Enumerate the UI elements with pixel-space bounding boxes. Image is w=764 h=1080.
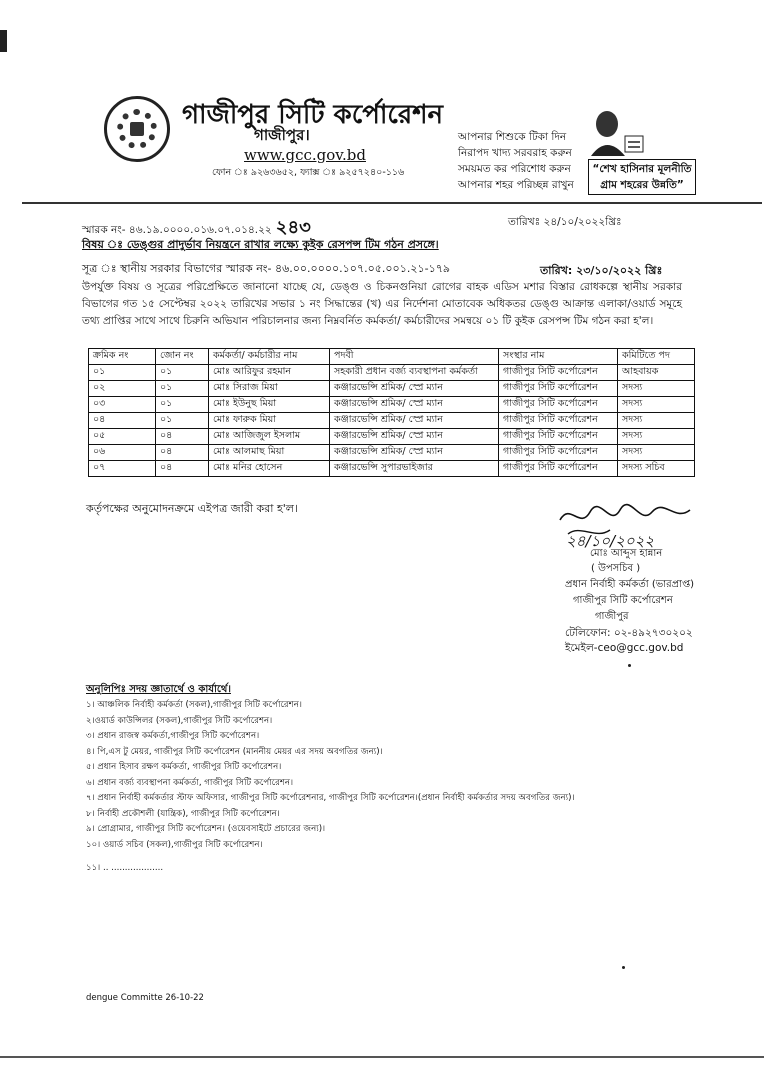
page-bottom-edge xyxy=(0,1056,764,1058)
members-table xyxy=(88,348,695,477)
motto-line: “শেখ হাসিনার মূলনীতি xyxy=(592,163,692,175)
scan-edge-mark xyxy=(0,30,7,52)
table-cell: ০২ xyxy=(89,381,156,397)
table-cell: কঞ্জারভেন্সি শ্রমিক/ স্প্রে ম্যান xyxy=(330,381,499,397)
signatory-email: ইমেইল-ceo@gcc.gov.bd xyxy=(565,642,684,654)
slogan-line: সময়মত কর পরিশোধ করুন xyxy=(458,163,571,175)
table-cell: গাজীপুর সিটি কর্পোরেশন xyxy=(499,413,618,429)
cc-item: ২।ওয়ার্ড কাউন্সিলর (সকল),গাজীপুর সিটি কর্পোরেশন। xyxy=(86,715,273,726)
cc-item: ১০। ওয়ার্ড সচিব (সকল),গাজীপুর সিটি কর্পোরেশন। xyxy=(86,839,263,850)
portrait-image xyxy=(585,106,645,156)
table-cell: ০১ xyxy=(156,381,209,397)
table-cell: ০৩ xyxy=(89,397,156,413)
cc-item: ৪। পি,এস টু মেয়র, গাজীপুর সিটি কর্পোরেশন (মাননীয় মেয়র এর সদয় অবগতির জন্য)। xyxy=(86,746,383,757)
column-header: ক্রমিক নং xyxy=(89,349,156,365)
motto-line: গ্রাম শহরের উন্নতি” xyxy=(600,179,684,191)
table-cell: ০৪ xyxy=(156,461,209,477)
table-row xyxy=(89,365,695,381)
org-title: গাজীপুর সিটি কর্পোরেশন xyxy=(182,100,444,130)
memo-date: তারিখঃ ২৪/১০/২০২২খ্রিঃ xyxy=(508,216,622,228)
table-cell: গাজীপুর সিটি কর্পোরেশন xyxy=(499,445,618,461)
signature-date-handwritten: ২৪/১০/২০২২ xyxy=(566,532,655,550)
cc-item: ৮। নির্বাহী প্রকৌশলী (যান্ত্রিক), গাজীপুর সিটি কর্পোরেশন। xyxy=(86,808,280,819)
table-cell: কঞ্জারভেন্সি শ্রমিক/ স্প্রে ম্যান xyxy=(330,397,499,413)
logo-emblem-icon xyxy=(130,122,144,136)
motto-box xyxy=(588,159,696,195)
cc-item: ৯। প্রোগ্রামার, গাজীপুর সিটি কর্পোরেশন। (ওয়েবসাইটে প্রচারের জন্য)। xyxy=(86,824,326,834)
table-cell: মোঃ আলমাছ মিয়া xyxy=(209,445,330,461)
table-cell: মোঃ আজিজুল ইসলাম xyxy=(209,429,330,445)
table-cell: মোঃ আরিফুর রহমান xyxy=(209,365,330,381)
table-cell: সহকারী প্রধান বর্জ্য ব্যবস্থাপনা কর্মকর্তা xyxy=(330,365,499,381)
cc-list xyxy=(86,698,575,877)
column-header: কমিটিতে পদ xyxy=(618,349,695,365)
signatory-details xyxy=(565,561,694,625)
document-footer: dengue Committe 26-10-22 xyxy=(86,993,204,1003)
signatory-org: গাজীপুর সিটি কর্পোরেশন xyxy=(573,595,673,606)
table-row xyxy=(89,429,695,445)
table-cell: ০৬ xyxy=(89,445,156,461)
city-corporation-logo xyxy=(104,96,170,162)
phone-fax: ফোন ঃ ৯২৬৩৬৫২, ফ্যাক্স ঃ ৯২৫৭২৪০-১১৬ xyxy=(212,167,405,178)
cc-item: ৫। প্রধান হিসাব রক্ষণ কর্মকর্তা, গাজীপুর সিটি কর্পোরেশন। xyxy=(86,762,282,772)
table-cell: গাজীপুর সিটি কর্পোরেশন xyxy=(499,381,618,397)
org-subtitle: গাজীপুর। xyxy=(254,126,310,144)
table-cell: ০৪ xyxy=(89,413,156,429)
signatory-city: গাজীপুর xyxy=(595,611,629,622)
website-link[interactable]: www.gcc.gov.bd xyxy=(244,146,366,164)
table-cell: কঞ্জারভেন্সি শ্রমিক/ স্প্রে ম্যান xyxy=(330,445,499,461)
memo-subject: বিষয় ঃ ডেঙ্গুর প্রাদুর্ভাব নিয়ন্ত্রনে রাখার লক্ষ্যে কুইক রেসপন্স টিম গঠন প্রসঙ্গে। xyxy=(82,238,439,251)
table-cell: গাজীপুর সিটি কর্পোরেশন xyxy=(499,365,618,381)
cc-item: ৬। প্রধান বর্জ্য ব্যবস্থাপনা কর্মকর্তা, গাজীপুর সিটি কর্পোরেশন। xyxy=(86,777,294,788)
table-cell: ০১ xyxy=(156,365,209,381)
table-cell: ০৪ xyxy=(156,445,209,461)
memo-number-handwritten: ২৪৩ xyxy=(275,217,311,238)
reference-date: তারিখ: ২৩/১০/২০২২ খ্রিঃ xyxy=(540,264,663,277)
signatory-phone: টেলিফোন: ০২-৪৯২৭৩০২০২ xyxy=(565,627,693,639)
memo-number-text: স্মারক নং- ৪৬.১৯.০০০০.০১৬.০৭.০১৪.২২ xyxy=(82,224,272,236)
column-header: সংস্থার নাম xyxy=(499,349,618,365)
table-cell: ০৫ xyxy=(89,429,156,445)
slogan-line: আপনার শহর পরিচ্ছন্ন রাখুন xyxy=(458,179,574,191)
table-cell: গাজীপুর সিটি কর্পোরেশন xyxy=(499,429,618,445)
table-cell: ০১ xyxy=(156,397,209,413)
table-cell: ০১ xyxy=(156,413,209,429)
table-row xyxy=(89,413,695,429)
table-cell: আহবায়ক xyxy=(618,365,695,381)
table-cell: সদস্য xyxy=(618,381,695,397)
column-header: কর্মকর্তা/ কর্মচারীর নাম xyxy=(209,349,330,365)
table-cell: ০৭ xyxy=(89,461,156,477)
table-cell: সদস্য xyxy=(618,445,695,461)
slogan-line: নিরাপদ খাদ্য সরবরাহ করুন xyxy=(458,147,572,159)
table-cell: কঞ্জারভেন্সি শ্রমিক/ স্প্রে ম্যান xyxy=(330,429,499,445)
memo-reference: সূত্র ঃ স্থানীয় সরকার বিভাগের স্মারক নং- ৪৬.০০.০০০০.১০৭.০৫.০০১.২১-১৭৯ xyxy=(82,262,451,275)
memo-body: উপর্যুক্ত বিষয় ও সূত্রের পরিপ্রেক্ষিতে জানানো যাচ্ছে যে, ডেঙ্গু ও চিকনগুনিয়া রোগের বাহক এডিস মশার বিস্তার রোধকল্পে স্থানীয় সরকার বিভাগের গত ১৫ সেপ্টেম্বর ২০২২ তারিখের সভার ১ নং সিদ্ধান্তের (খ) এর নির্দেশনা মোতাবেক অধিকতর ডেঙ্গু আক্রান্ত এলাকা/ওয়ার্ড সমূহে তথ্য প্রাপ্তির সাথে সাথে চিরুনি অভিযান পরিচালনার জন্য নিম্নবর্নিত কর্মকর্তা/ কর্মচারীদের সমন্বয়ে ০১ টি কুইক রেসপন্স টিম গঠন করা হ'ল। xyxy=(82,281,682,327)
table-cell: মোঃ ফারুক মিয়া xyxy=(209,413,330,429)
column-header: পদবী xyxy=(330,349,499,365)
cc-item: ৭। প্রধান নির্বাহী কর্মকর্তার স্টাফ অফিসার, গাজীপুর সিটি কর্পোরেশনার, গাজীপুর সিটি কর্পোরেশন।(প্রধান নির্বাহী কর্মকর্তার সদয় অবগতির জন্য)। xyxy=(86,793,575,803)
table-cell: মোঃ সিরাজ মিয়া xyxy=(209,381,330,397)
slogan-line: আপনার শিশুকে টিকা দিন xyxy=(458,131,567,143)
table-row xyxy=(89,461,695,477)
column-header: জোন নং xyxy=(156,349,209,365)
signatory-name: মোঃ আব্দুস হান্নান xyxy=(590,548,663,559)
table-cell: গাজীপুর সিটি কর্পোরেশন xyxy=(499,461,618,477)
cc-item: ১১। .. ................... xyxy=(86,863,164,873)
table-cell: মোঃ ইউনুছ মিয়া xyxy=(209,397,330,413)
cc-item: ৩। প্রধান রাজস্ব কর্মকর্তা,গাজীপুর সিটি কর্পোরেশন। xyxy=(86,731,260,741)
table-header-row xyxy=(89,349,695,365)
scan-speck xyxy=(628,664,631,667)
cc-item: ১। আঞ্চলিক নির্বাহী কর্মকর্তা (সকল),গাজীপুর সিটি কর্পোরেশন। xyxy=(86,700,302,710)
table-row xyxy=(89,397,695,413)
table-cell: কঞ্জারভেন্সি সুপারভাইজার xyxy=(330,461,499,477)
header-divider xyxy=(22,202,762,204)
table-cell: সদস্য সচিব xyxy=(618,461,695,477)
table-row xyxy=(89,445,695,461)
table-cell: মোঃ মনির হোসেন xyxy=(209,461,330,477)
table-row xyxy=(89,381,695,397)
table-cell: ০৪ xyxy=(156,429,209,445)
table-cell: গাজীপুর সিটি কর্পোরেশন xyxy=(499,397,618,413)
scan-speck xyxy=(622,966,625,969)
signatory-designation: ( উপসচিব ) xyxy=(591,563,641,574)
table-cell: সদস্য xyxy=(618,413,695,429)
table-cell: ০১ xyxy=(89,365,156,381)
cc-title: অনুলিপিঃ সদয় জ্ঞাতার্থে ও কার্যার্থে। xyxy=(86,684,231,695)
table-cell: সদস্য xyxy=(618,397,695,413)
table-cell: কঞ্জারভেন্সি শ্রমিক/ স্প্রে ম্যান xyxy=(330,413,499,429)
signatory-title: প্রধান নির্বাহী কর্মকর্তা (ভারপ্রাপ্ত) xyxy=(565,579,695,590)
closing-statement: কর্তৃপক্ষের অনুমোদনক্রমে এইপত্র জারী করা হ'ল। xyxy=(86,502,298,515)
table-cell: সদস্য xyxy=(618,429,695,445)
